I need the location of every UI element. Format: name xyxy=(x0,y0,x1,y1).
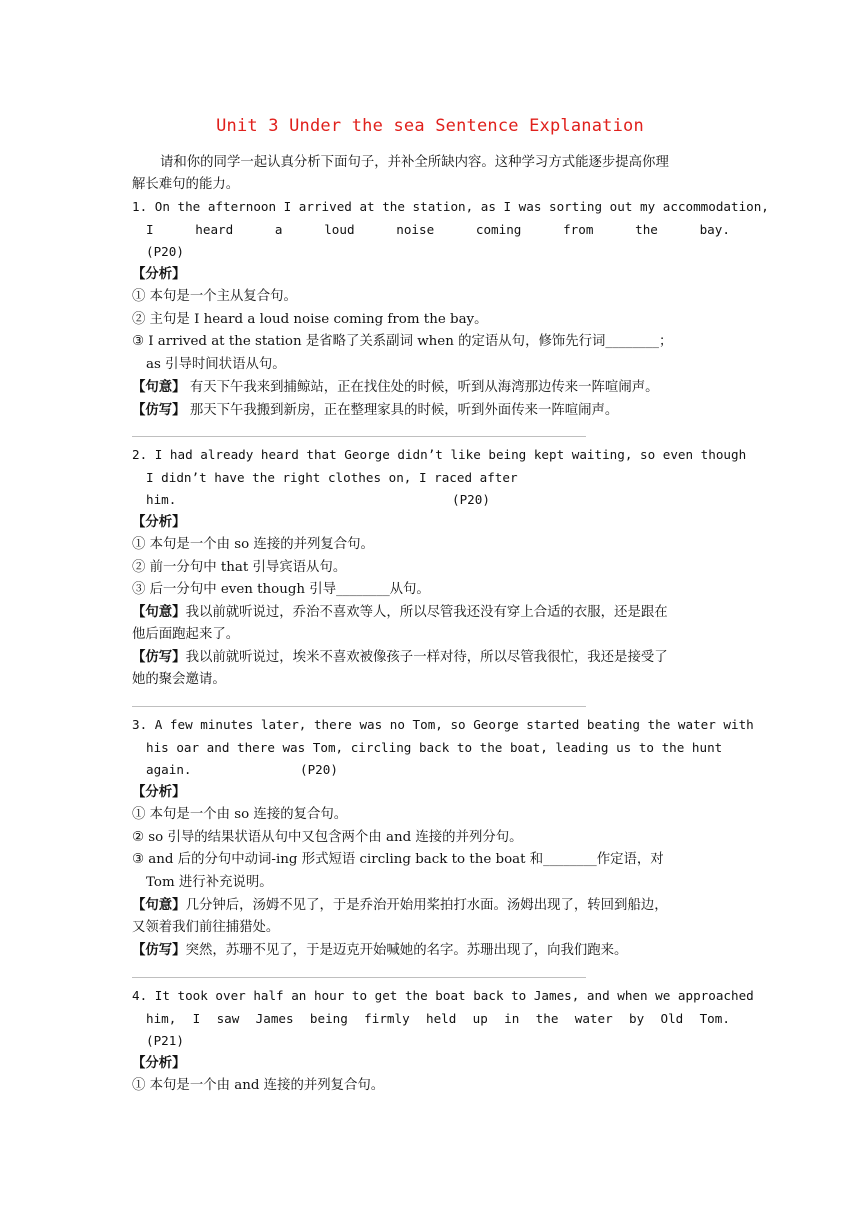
meaning-text: 有天下午我来到捕鲸站，正在找住处的时候，听到从海湾那边传来一阵喧闹声。 xyxy=(189,380,659,395)
analysis-point: Tom 进行补充说明。 xyxy=(146,875,273,890)
page-reference: (P20) xyxy=(146,244,184,259)
sentence-2-line-3: him. xyxy=(146,492,177,507)
imitate-text-cont: 她的聚会邀请。 xyxy=(132,672,226,687)
meaning-row xyxy=(132,376,659,399)
word: from xyxy=(563,222,594,237)
intro-text: 请和你的同学一起认真分析下面句子，并补全所缺内容。这种学习方式能逐步提高你理 xyxy=(160,155,669,170)
sentence-1-line-2 xyxy=(146,219,730,241)
analysis-label: 【分析】 xyxy=(132,514,186,530)
word: the xyxy=(535,1011,559,1026)
word: Old xyxy=(660,1011,684,1026)
imitate-text: 我以前就听说过，埃米不喜欢被像孩子一样对待，所以尽管我很忙，我还是接受了 xyxy=(185,650,668,665)
document-title: Unit 3 Under the sea Sentence Explanation xyxy=(216,116,644,136)
analysis-point: as 引导时间状语从句。 xyxy=(146,357,286,372)
analysis-point: ① 本句是一个主从复合句。 xyxy=(132,289,297,304)
analysis-point: ① 本句是一个由 and 连接的并列复合句。 xyxy=(132,1078,385,1093)
word: water xyxy=(574,1011,613,1026)
word: I xyxy=(192,1011,201,1026)
analysis-point: ② so 引导的结果状语从句中又包含两个由 and 连接的并列分句。 xyxy=(132,830,523,845)
meaning-text: 几分钟后，汤姆不见了，于是乔治开始用桨拍打水面。汤姆出现了，转回到船边， xyxy=(185,898,668,913)
sentence-2-line-1: 2. I had already heard that George didn’t like being kept waiting, so even though xyxy=(132,447,747,462)
analysis-point: ② 主句是 I heard a loud noise coming from the bay。 xyxy=(132,312,488,327)
analysis-point: ③ and 后的分句中动词-ing 形式短语 circling back to the boat 和________作定语，对 xyxy=(132,852,664,867)
analysis-label: 【分析】 xyxy=(132,1055,186,1071)
separator xyxy=(132,436,586,437)
word: the xyxy=(635,222,658,237)
sentence-1-line-1: 1. On the afternoon I arrived at the station, as I was sorting out my accommodation, xyxy=(132,199,769,214)
meaning-text-cont: 又领着我们前往捕猎处。 xyxy=(132,920,280,935)
separator xyxy=(132,706,586,707)
imitate-label: 【仿写】 xyxy=(132,402,186,418)
meaning-row xyxy=(132,894,668,917)
analysis-point: ③ 后一分句中 even though 引导________从句。 xyxy=(132,582,430,597)
word: Tom. xyxy=(699,1011,730,1026)
word: I xyxy=(146,222,154,237)
word: James xyxy=(255,1011,294,1026)
word: him, xyxy=(146,1011,177,1026)
word: in xyxy=(504,1011,520,1026)
word: bay. xyxy=(699,222,730,237)
word: up xyxy=(472,1011,488,1026)
word: held xyxy=(426,1011,457,1026)
meaning-label: 【句意】 xyxy=(132,379,186,395)
intro-text: 解长难句的能力。 xyxy=(132,177,240,192)
page-reference: (P20) xyxy=(300,762,338,777)
word: a xyxy=(274,222,283,237)
meaning-text-cont: 他后面跑起来了。 xyxy=(132,627,240,642)
analysis-point: ② 前一分句中 that 引导宾语从句。 xyxy=(132,560,347,575)
imitate-text: 突然，苏珊不见了，于是迈克开始喊她的名字。苏珊出现了，向我们跑来。 xyxy=(185,943,628,958)
word: loud xyxy=(324,222,355,237)
imitate-label: 【仿写】 xyxy=(132,942,186,958)
imitate-row xyxy=(132,399,618,422)
analysis-point: ① 本句是一个由 so 连接的并列复合句。 xyxy=(132,537,374,552)
word: noise xyxy=(396,222,435,237)
sentence-3-line-2: his oar and there was Tom, circling back to the boat, leading us to the hunt xyxy=(146,740,723,755)
word: heard xyxy=(195,222,234,237)
word: firmly xyxy=(364,1011,410,1026)
imitate-label: 【仿写】 xyxy=(132,649,186,665)
analysis-point: ③ I arrived at the station 是省略了关系副词 when 的定语从句，修饰先行词________； xyxy=(132,334,673,349)
sentence-3-line-1: 3. A few minutes later, there was no Tom, so George started beating the water with xyxy=(132,717,754,732)
word: coming xyxy=(475,222,522,237)
meaning-label: 【句意】 xyxy=(132,897,186,913)
page-reference: (P20) xyxy=(452,492,490,507)
imitate-row xyxy=(132,646,668,669)
imitate-row xyxy=(132,939,627,962)
meaning-row xyxy=(132,601,668,624)
word: saw xyxy=(216,1011,240,1026)
separator xyxy=(132,977,586,978)
sentence-4-line-2 xyxy=(146,1008,730,1030)
meaning-text: 我以前就听说过，乔治不喜欢等人，所以尽管我还没有穿上合适的衣服，还是跟在 xyxy=(185,605,668,620)
analysis-label: 【分析】 xyxy=(132,784,186,800)
sentence-4-line-1: 4. It took over half an hour to get the boat back to James, and when we approached xyxy=(132,988,754,1003)
sentence-3-line-3: again. xyxy=(146,762,192,777)
word: being xyxy=(309,1011,348,1026)
sentence-2-line-2: I didn’t have the right clothes on, I raced after xyxy=(146,470,518,485)
word: by xyxy=(629,1011,645,1026)
analysis-point: ① 本句是一个由 so 连接的复合句。 xyxy=(132,807,348,822)
analysis-label: 【分析】 xyxy=(132,266,186,282)
imitate-text: 那天下午我搬到新房，正在整理家具的时候，听到外面传来一阵喧闹声。 xyxy=(189,403,619,418)
meaning-label: 【句意】 xyxy=(132,604,186,620)
page-reference: (P21) xyxy=(146,1033,184,1048)
